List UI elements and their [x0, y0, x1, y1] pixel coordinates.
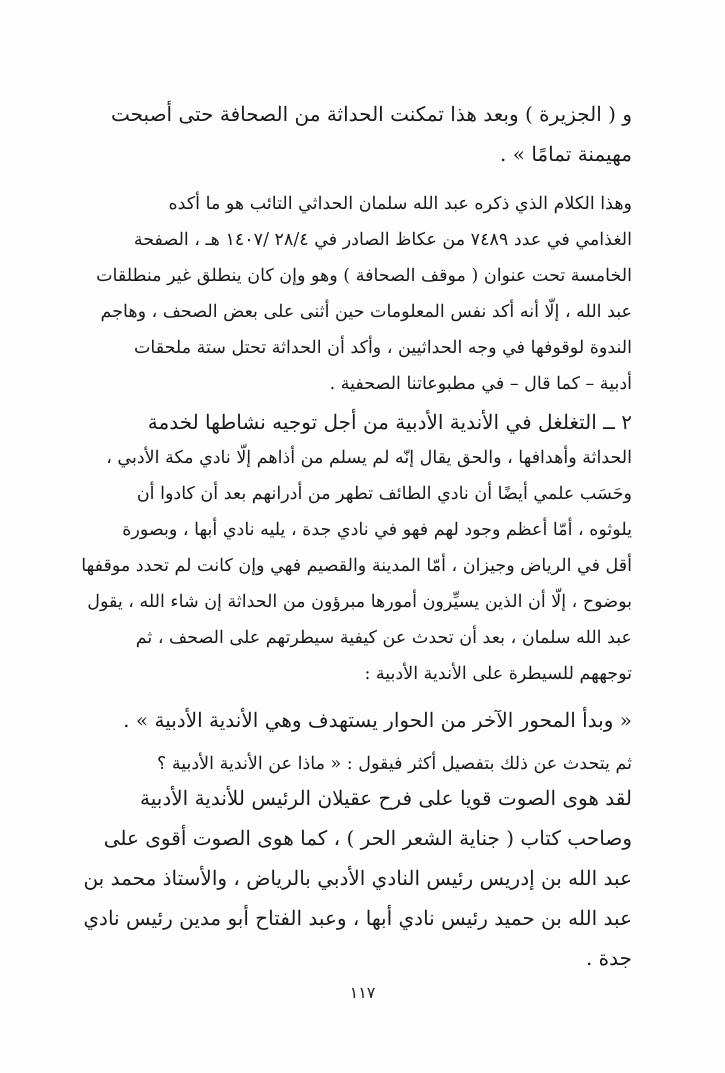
text-line: أدبية – كما قال – في مطبوعاتنا الصحفية .: [329, 374, 632, 394]
text-line: عبد الله بن إدريس رئيس النادي الأدبي بالرياض ، والأستاذ محمد بن: [83, 866, 632, 890]
text-line: بوضوح ، إلّا أن الذين يسيِّرون أمورها مبرؤون من الحداثة إن شاء الله ، يقول: [87, 592, 632, 612]
text-line: الندوة لوقوفها في وجه الحداثيين ، وأكد أن الحداثة تحتل ستة ملحقات: [133, 338, 632, 358]
text-line: و ( الجزيرة ) وبعد هذا تمكنت الحداثة من الصحافة حتى أصبحت: [110, 102, 632, 126]
text-line: ٢ ــ التغلغل في الأندية الأدبية من أجل توجيه نشاطها لخدمة: [147, 410, 632, 434]
text-line: وهذا الكلام الذي ذكره عبد الله سلمان الحداثي التائب هو ما أكده: [168, 194, 632, 214]
text-line: عبد الله ، إلّا أنه أكد نفس المعلومات حين أثنى على بعض الصحف ، وهاجم: [100, 302, 632, 322]
text-line: ثم يتحدث عن ذلك بتفصيل أكثر فيقول : « ماذا عن الأندية الأدبية ؟: [156, 754, 632, 774]
text-line: الحداثة وأهدافها ، والحق يقال إنّه لم يسلم من أذاهم إلّا نادي مكة الأدبي ،: [106, 448, 632, 468]
text-line: عبد الله بن حميد رئيس نادي أبها ، وعبد الفتاح أبو مدين رئيس نادي: [83, 906, 632, 930]
paragraph-5: [72, 746, 632, 782]
text-line: الغذامي في عدد ٧٤٨٩ من عكاظ الصادر في ٢٨/٤ /١٤٠٧ هـ ، الصفحة: [133, 230, 632, 250]
text-line: وصاحب كتاب ( جناية الشعر الحر ) ، كما هوى الصوت أقوى على: [103, 826, 632, 850]
page-number: ١١٧: [349, 983, 376, 1002]
text-line: الخامسة تحت عنوان ( موقف الصحافة ) وهو وإن كان ينطلق غير منطلقات: [96, 266, 632, 286]
paragraph-2: [72, 186, 632, 402]
text-line: يلوثوه ، أمّا أعظم وجود لهم فهو في نادي جدة ، يليه نادي أبها ، وبصورة: [122, 520, 632, 540]
paragraph-6: [72, 778, 632, 978]
text-line: لقد هوى الصوت قويا على فرح عقيلان الرئيس للأندية الأدبية: [140, 786, 632, 810]
text-line: وحَسَب علمي أيضًا أن نادي الطائف تطهر من أدرانهم بعد أن كادوا أن: [136, 484, 632, 504]
text-line: عبد الله سلمان ، بعد أن تحدث عن كيفية سيطرتهم على الصحف ، ثم: [135, 628, 632, 648]
paragraph-3: [72, 404, 632, 692]
paragraph-1: [72, 94, 632, 174]
text-line: توجههم للسيطرة على الأندية الأدبية :: [364, 664, 632, 684]
paragraph-4-quote: [72, 700, 632, 740]
text-line: أقل في الرياض وجيزان ، أمّا المدينة والقصيم فهي وإن كانت لم تحدد موقفها: [81, 556, 632, 576]
text-line: مهيمنة تمامًا » .: [500, 142, 632, 166]
text-line: « وبدأ المحور الآخر من الحوار يستهدف وهي الأندية الأدبية » .: [123, 708, 632, 732]
text-line: جدة .: [585, 946, 632, 970]
